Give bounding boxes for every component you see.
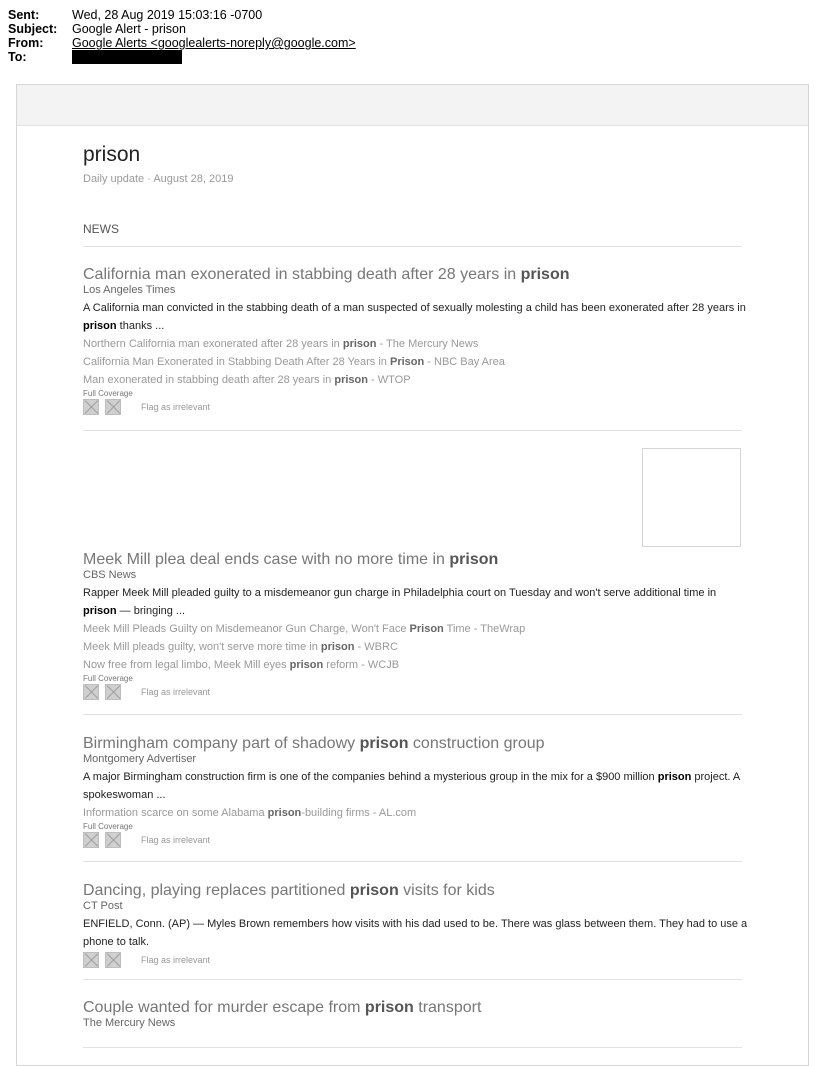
title-text[interactable]: Couple wanted for murder escape from — [83, 999, 365, 1016]
share-icon[interactable] — [83, 832, 99, 848]
flag-irrelevant-link[interactable]: Flag as irrelevant — [141, 955, 211, 965]
related-link[interactable] — [83, 638, 748, 656]
article-source: CBS News — [83, 569, 137, 581]
snippet-keyword: prison — [83, 320, 117, 332]
subject-row — [8, 22, 356, 36]
related-keyword[interactable]: Prison — [409, 623, 444, 635]
flag-irrelevant-link[interactable]: Flag as irrelevant — [141, 687, 211, 697]
related-text[interactable]: - WBRC — [354, 641, 398, 653]
article-thumbnail[interactable] — [642, 448, 741, 547]
to-row — [8, 50, 356, 64]
article-1 — [83, 265, 748, 416]
alert-title: prison — [83, 143, 141, 166]
article-snippet — [83, 584, 748, 620]
related-link[interactable] — [83, 620, 748, 638]
divider — [83, 1047, 742, 1048]
related-link[interactable] — [83, 804, 748, 822]
article-4 — [83, 881, 748, 969]
title-keyword[interactable]: prison — [349, 882, 399, 899]
related-text[interactable]: Meek Mill pleads guilty, won't serve more time in — [83, 641, 321, 653]
title-text[interactable]: Dancing, playing replaces partitioned — [83, 882, 350, 899]
article-5 — [83, 998, 748, 1030]
article-3 — [83, 734, 748, 849]
article-title[interactable] — [83, 550, 748, 569]
snippet-text: thanks ... — [116, 320, 165, 332]
article-snippet — [83, 299, 748, 335]
related-link[interactable] — [83, 353, 748, 371]
related-text[interactable]: reform - WCJB — [323, 659, 400, 671]
article-actions — [83, 951, 748, 969]
related-text[interactable]: Now free from legal limbo, Meek Mill eyes — [83, 659, 290, 671]
email-header — [8, 8, 356, 64]
related-text[interactable]: Man exonerated in stabbing death after 28 years in — [83, 374, 335, 386]
article-title[interactable] — [83, 265, 748, 284]
section-label: NEWS — [83, 222, 119, 236]
related-text[interactable]: California Man Exonerated in Stabbing Death After 28 Years in — [83, 356, 390, 368]
flag-irrelevant-link[interactable]: Flag as irrelevant — [141, 402, 211, 412]
to-label: To: — [8, 50, 27, 64]
article-title[interactable] — [83, 734, 748, 753]
alert-subtitle: Daily update · August 28, 2019 — [83, 173, 234, 185]
related-text[interactable]: -building firms - AL.com — [301, 807, 417, 819]
snippet-text: project. A spokeswoman ... — [83, 771, 740, 801]
share-icon[interactable] — [105, 952, 121, 968]
article-actions — [83, 683, 748, 701]
sent-value: Wed, 28 Aug 2019 15:03:16 -0700 — [72, 8, 263, 22]
divider — [83, 714, 742, 715]
redacted-recipient — [72, 50, 182, 64]
related-keyword[interactable]: prison — [267, 807, 302, 819]
sent-row — [8, 8, 356, 22]
article-2 — [83, 550, 748, 701]
article-actions — [83, 831, 748, 849]
related-text[interactable]: - WTOP — [367, 374, 411, 386]
share-icon[interactable] — [105, 832, 121, 848]
snippet-text: A California man convicted in the stabbing death of a man suspected of sexually molesting a child has been exonerated after 28 years in — [83, 302, 746, 314]
share-icon[interactable] — [83, 684, 99, 700]
related-keyword[interactable]: prison — [334, 374, 368, 386]
related-keyword[interactable]: prison — [320, 641, 355, 653]
share-icon[interactable] — [105, 399, 121, 415]
related-link[interactable] — [83, 371, 748, 389]
article-actions — [83, 398, 748, 416]
title-text[interactable]: construction group — [408, 735, 545, 752]
article-source: The Mercury News — [83, 1017, 176, 1029]
full-coverage-link[interactable]: Full Coverage — [83, 822, 133, 831]
article-title[interactable] — [83, 881, 748, 900]
related-text[interactable]: - NBC Bay Area — [424, 356, 505, 368]
related-text[interactable]: Northern California man exonerated after 28 years in — [83, 338, 343, 350]
alert-header-bar — [17, 85, 808, 126]
share-icon[interactable] — [105, 684, 121, 700]
related-link[interactable] — [83, 656, 748, 674]
divider — [83, 861, 742, 862]
article-snippet: ENFIELD, Conn. (AP) — Myles Brown remembers how visits with his dad used to be. There was glass between them. They had to use a phone to talk. — [83, 918, 748, 948]
related-text[interactable]: Meek Mill Pleads Guilty on Misdemeanor Gun Charge, Won't Face — [83, 623, 410, 635]
snippet-text: Rapper Meek Mill pleaded guilty to a misdemeanor gun charge in Philadelphia court on Tuesday and won't serve additional time in — [83, 587, 717, 599]
from-value[interactable]: Google Alerts <googlealerts-noreply@google.com> — [72, 36, 356, 50]
divider — [83, 430, 742, 431]
related-link[interactable] — [83, 335, 748, 353]
snippet-keyword: prison — [657, 771, 692, 783]
related-keyword[interactable]: Prison — [389, 356, 425, 368]
article-source: CT Post — [83, 900, 123, 912]
title-keyword[interactable]: prison — [520, 266, 570, 283]
title-keyword[interactable]: prison — [359, 735, 409, 752]
related-text[interactable]: - The Mercury News — [376, 338, 479, 350]
share-icon[interactable] — [83, 952, 99, 968]
from-label: From: — [8, 36, 44, 50]
from-row — [8, 36, 356, 50]
sent-label: Sent: — [8, 8, 40, 22]
related-keyword[interactable]: prison — [289, 659, 324, 671]
title-text[interactable]: Meek Mill plea deal ends case with no more time in — [83, 551, 450, 568]
subject-value: Google Alert - prison — [72, 22, 186, 36]
related-keyword[interactable]: prison — [342, 338, 377, 350]
related-text[interactable]: Information scarce on some Alabama — [83, 807, 268, 819]
article-source: Montgomery Advertiser — [83, 753, 197, 765]
article-snippet — [83, 768, 748, 804]
alert-container — [16, 84, 809, 1066]
snippet-keyword: prison — [83, 605, 117, 617]
title-text[interactable]: visits for kids — [398, 882, 495, 899]
divider — [83, 246, 742, 247]
article-title[interactable] — [83, 998, 748, 1017]
title-text[interactable]: Birmingham company part of shadowy — [83, 735, 360, 752]
related-text[interactable]: Time - TheWrap — [443, 623, 526, 635]
snippet-text: A major Birmingham construction firm is one of the companies behind a mysterious group in the mix for a $900 million — [83, 771, 658, 783]
title-text[interactable]: California man exonerated in stabbing death after 28 years in — [83, 266, 521, 283]
share-icon[interactable] — [83, 399, 99, 415]
full-coverage-link[interactable]: Full Coverage — [83, 389, 133, 398]
title-keyword[interactable]: prison — [449, 551, 499, 568]
full-coverage-link[interactable]: Full Coverage — [83, 674, 133, 683]
divider — [83, 979, 742, 980]
title-text[interactable]: transport — [413, 999, 482, 1016]
flag-irrelevant-link[interactable]: Flag as irrelevant — [141, 835, 211, 845]
article-source: Los Angeles Times — [83, 284, 176, 296]
title-keyword[interactable]: prison — [364, 999, 414, 1016]
snippet-text: — bringing ... — [116, 605, 186, 617]
subject-label: Subject: — [8, 22, 58, 36]
